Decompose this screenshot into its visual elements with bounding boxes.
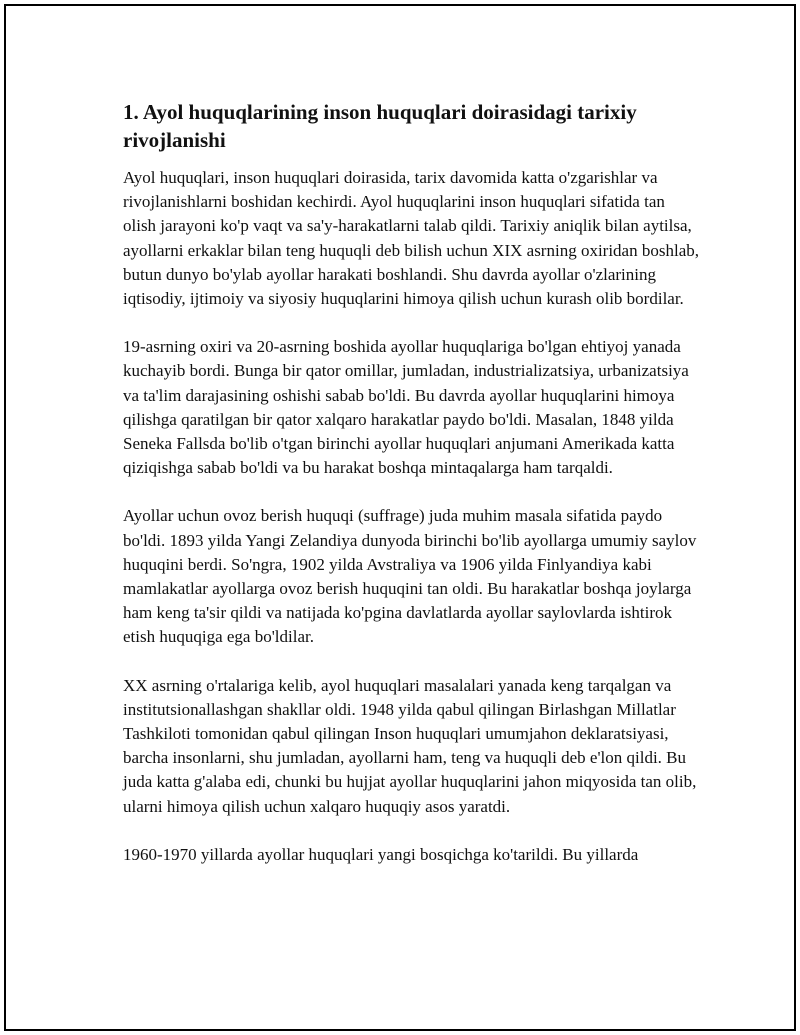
paragraph-4: XX asrning o'rtalariga kelib, ayol huquqlari masalalari yanada keng tarqalgan va institutsionallashgan shakllar oldi. 1948 yilda qabul qilingan Birlashgan Millatlar Tashkiloti tomonidan qabul qilingan Inson huquqlari umumjahon deklaratsiyasi, barcha insonlarni, shu jumladan, ayollarni ham, teng va huquqli deb e'lon qildi. Bu juda katta g'alaba edi, chunki bu hujjat ayollar huquqlarini jahon miqyosida tan olib, ularni himoya qilish uchun xalqaro huquqiy asos yaratdi. — [123, 675, 697, 816]
paragraph-3: Ayollar uchun ovoz berish huquqi (suffrage) juda muhim masala sifatida paydo bo'ldi. 1893 yilda Yangi Zelandiya dunyoda birinchi bo'lib ayollarga umumiy saylov huquqini berdi. So'ngra, 1902 yilda Avstraliya va 1906 yilda Finlyandiya kabi mamlakatlar ayollarga ovoz berish huquqini tan oldi. Bu harakatlar boshqa joylarga ham keng ta'sir qildi va natijada ko'pgina davlatlarda ayollar saylovlarda ishtirok etish huquqiga ega bo'ldilar. — [123, 506, 697, 647]
paragraph-2: 19-asrning oxiri va 20-asrning boshida ayollar huquqlariga bo'lgan ehtiyoj yanada kuchayib bordi. Bunga bir qator omillar, jumladan, industrializatsiya, urbanizatsiya va ta'lim darajasining oshishi sabab bo'ldi. Bu davrda ayollar huquqlarini himoya qilishga qaratilgan bir qator xalqaro harakatlar paydo bo'ldi. Masalan, 1848 yilda Seneka Fallsda bo'lib o'tgan birinchi ayollar huquqlari anjumani Amerikada katta qiziqishga sabab bo'ldi va bu harakat boshqa mintaqalarga ham tarqaldi. — [123, 337, 689, 478]
page-frame — [4, 4, 796, 1031]
document-body — [123, 98, 701, 891]
section-heading: 1. Ayol huquqlarining inson huquqlari doirasidagi tarixiy rivojlanishi — [123, 100, 637, 152]
paragraph-1: Ayol huquqlari, inson huquqlari doirasida, tarix davomida katta o'zgarishlar va rivojlanishlarni boshidan kechirdi. Ayol huquqlarini inson huquqlari sifatida tan olish jarayoni ko'p vaqt va sa'y-harakatlarni talab qildi. Tarixiy aniqlik bilan aytilsa, ayollarni erkaklar bilan teng huquqli deb bilish uchun XIX asrning oxiridan boshlab, butun dunyo bo'ylab ayollar harakati boshlandi. Shu davrda ayollar o'zlarining iqtisodiy, ijtimoiy va siyosiy huquqlarini himoya qilish uchun kurash olib bordilar. — [123, 168, 699, 309]
paragraph-5: 1960-1970 yillarda ayollar huquqlari yangi bosqichga ko'tarildi. Bu yillarda — [123, 844, 639, 864]
